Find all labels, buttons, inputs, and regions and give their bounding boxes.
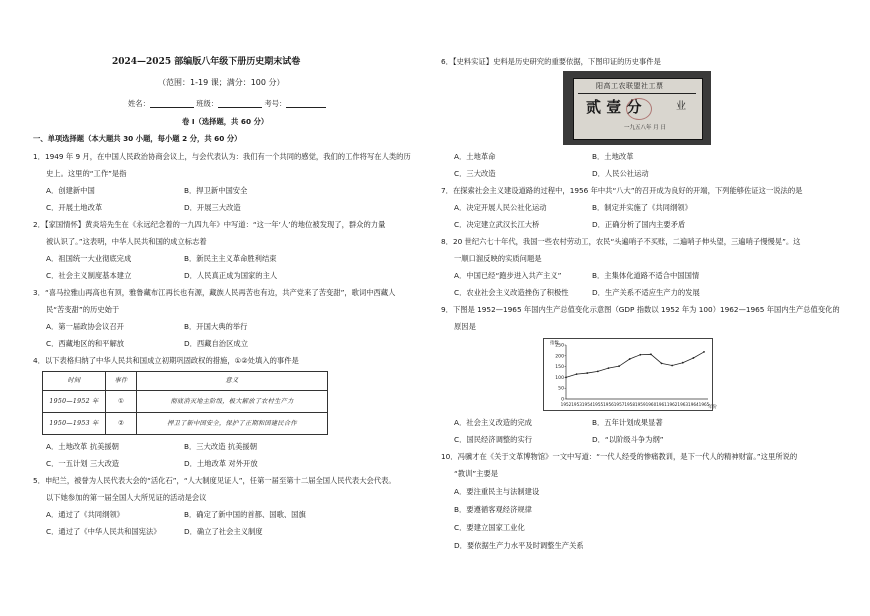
q2-option-c[interactable]: C．社会主义制度基本建立 bbox=[46, 271, 132, 280]
q4-table-cell: ① bbox=[106, 391, 137, 413]
name-label: 姓名： bbox=[128, 99, 150, 108]
exam-no-field[interactable] bbox=[286, 99, 326, 108]
q9-stem-line1: 9．下图是 1952—1965 年国内生产总值变化示意图（GDP 指数以 1952 年为 100）1962—1965 年国内生产总值变化的 bbox=[441, 305, 840, 314]
x-tick-label: 1963 bbox=[677, 402, 689, 407]
x-tick-label: 1953 bbox=[571, 402, 582, 407]
volume-label: 卷 I（选择题，共 60 分） bbox=[182, 117, 269, 126]
q1-option-d[interactable]: D．开展三大改造 bbox=[184, 203, 241, 212]
class-label: 班级： bbox=[196, 99, 219, 108]
section-heading: 一、单项选择题（本大题共 30 小题，每小题 2 分，共 60 分） bbox=[33, 134, 242, 143]
x-axis-label: 年份 bbox=[708, 405, 717, 410]
q2-option-b[interactable]: B．新民主主义革命胜利结束 bbox=[184, 254, 277, 263]
q6-stem: 6．【史料实证】史料是历史研究的重要依据，下图印证的历史事件是 bbox=[441, 57, 661, 66]
q10-option-b[interactable]: B．要遵循客观经济规律 bbox=[454, 505, 532, 514]
gdp-data-point bbox=[576, 373, 578, 375]
name-field[interactable] bbox=[150, 99, 194, 108]
x-tick-label: 1956 bbox=[603, 402, 614, 407]
y-tick-label: 200 bbox=[555, 354, 564, 360]
q3-option-a[interactable]: A．第一届政协会议召开 bbox=[46, 322, 124, 331]
q5-option-a[interactable]: A．通过了《共同纲领》 bbox=[46, 510, 124, 519]
q1-option-b[interactable]: B．捍卫新中国安全 bbox=[184, 186, 248, 195]
gdp-data-point bbox=[650, 353, 652, 355]
q5-stem-line2: 以下她参加的第一届全国人大所见证的活动是会议 bbox=[46, 493, 207, 502]
q3-option-c[interactable]: C．西藏地区的和平解放 bbox=[46, 339, 125, 348]
q7-option-c[interactable]: C．决定建立武汉长江大桥 bbox=[454, 220, 540, 229]
x-tick-label: 1960 bbox=[645, 402, 657, 407]
gdp-data-point bbox=[661, 362, 663, 364]
gdp-data-point bbox=[629, 358, 631, 360]
q5-stem-line1: 5．申纪兰，被誉为人民代表大会的“活化石”，“人大制度见证人”，任第一届至第十二届全国人民代表大会代表。 bbox=[33, 476, 396, 485]
q5-option-c[interactable]: C．通过了《中华人民共和国宪法》 bbox=[46, 527, 161, 536]
q9-stem-line2: 原因是 bbox=[454, 322, 476, 331]
q10-option-a[interactable]: A．要注重民主与法制建设 bbox=[454, 487, 540, 496]
q4-table-cell: 彻底消灭地主阶级，极大解放了农村生产力 bbox=[137, 391, 328, 413]
ticket-title: 阳高工农联盟社工票 bbox=[596, 82, 664, 90]
exam-title: 2024—2025 部编版八年级下册历史期末试卷 bbox=[112, 57, 301, 67]
q1-option-c[interactable]: C．开展土地改革 bbox=[46, 203, 103, 212]
gdp-data-point bbox=[703, 351, 705, 353]
q2-option-d[interactable]: D．人民真正成为国家的主人 bbox=[184, 271, 278, 280]
q2-stem-line1: 2．【家国情怀】黄炎培先生在《永远纪念着的一九四九年》中写道：“这一年‘人’的地位被发现了，群众的力量 bbox=[33, 220, 386, 229]
q8-option-c[interactable]: C．农业社会主义改造挫伤了积极性 bbox=[454, 288, 569, 297]
q4-option-d[interactable]: D．土地改革 对外开放 bbox=[184, 459, 258, 468]
q8-stem-line1: 8．20 世纪六七十年代，我国一些农村劳动工，农民“头遍哨子不买账，二遍哨子伸头望，三遍哨子慢慢晃”。这 bbox=[441, 237, 801, 246]
q7-option-d[interactable]: D．正确分析了国内主要矛盾 bbox=[592, 220, 686, 229]
q3-option-b[interactable]: B．开国大典的举行 bbox=[184, 322, 248, 331]
q10-stem-line1: 10．冯骥才在《关于文革博物馆》一文中写道：“一代人经受的惨痛教训，是下一代人的精神财富。”这里所说的 bbox=[441, 452, 798, 461]
q10-stem-line2: “教训”主要是 bbox=[454, 469, 499, 478]
q3-option-d[interactable]: D．西藏自治区成立 bbox=[184, 339, 248, 348]
q8-stem-line2: 一顺口溜反映的实质问题是 bbox=[454, 254, 542, 263]
x-tick-label: 1952 bbox=[560, 402, 572, 407]
q6-option-c[interactable]: C．三大改造 bbox=[454, 169, 496, 178]
q5-option-b[interactable]: B．确定了新中国的首都、国歌、国旗 bbox=[184, 510, 306, 519]
gdp-data-point bbox=[692, 357, 694, 359]
q8-option-d[interactable]: D．生产关系不适应生产力的发展 bbox=[592, 288, 700, 297]
q1-stem-line2: 史上。这里的“工作”是指 bbox=[46, 169, 127, 178]
q9-option-b[interactable]: B．五年计划成果显著 bbox=[592, 418, 663, 427]
q4-stem: 4．以下表格归纳了中华人民共和国成立初期巩固政权的措施，①②处填入的事件是 bbox=[33, 356, 299, 365]
q4-table-cell: 1950—1952 年 bbox=[43, 391, 106, 413]
ticket-side-char: 业 bbox=[676, 101, 686, 112]
gdp-data-point bbox=[597, 370, 599, 372]
y-tick-label: 50 bbox=[558, 386, 564, 392]
q4-option-b[interactable]: B．三大改造 抗美援朝 bbox=[184, 442, 257, 451]
y-axis-label: 指数 bbox=[550, 341, 559, 346]
q7-option-a[interactable]: A．决定开展人民公社化运动 bbox=[454, 203, 547, 212]
x-tick-label: 1965 bbox=[698, 402, 710, 407]
y-tick-label: 250 bbox=[555, 343, 564, 349]
q1-option-a[interactable]: A．创建新中国 bbox=[46, 186, 95, 195]
q10-option-c[interactable]: C．要建立国家工业化 bbox=[454, 523, 525, 532]
class-field[interactable] bbox=[218, 99, 262, 108]
q2-option-a[interactable]: A．祖国统一大业彻底完成 bbox=[46, 254, 132, 263]
x-tick-label: 1961 bbox=[656, 402, 667, 407]
y-tick-label: 100 bbox=[555, 375, 564, 381]
x-tick-label: 1958 bbox=[624, 402, 636, 407]
ticket-seal-mark bbox=[626, 98, 652, 120]
exam-scope: （范围：1-19 课；满分：100 分） bbox=[158, 78, 285, 87]
gdp-chart-svg bbox=[544, 339, 717, 410]
q4-table-header-event: 事件 bbox=[106, 372, 137, 391]
q4-table-cell: 捍卫了新中国安全，保护了正期和国建民合作 bbox=[137, 413, 328, 435]
q4-option-a[interactable]: A．土地改革 抗美援朝 bbox=[46, 442, 119, 451]
q1-stem-line1: 1．1949 年 9 月，在中国人民政治协商会议上，与会代表认为：我们有一个共同的感觉，我们的工作将写在人类的历 bbox=[33, 152, 411, 161]
q3-stem-line2: 民“苦变甜”的历史始于 bbox=[46, 305, 120, 314]
x-tick-label: 1957 bbox=[613, 402, 625, 407]
gdp-data-point bbox=[586, 372, 588, 374]
gdp-data-point bbox=[565, 377, 567, 379]
x-tick-label: 1962 bbox=[666, 402, 678, 407]
q10-option-d[interactable]: D．要依据生产力水平及时调整生产关系 bbox=[454, 541, 584, 550]
q3-stem-line1: 3．“喜马拉雅山再高也有顶，雅鲁藏布江再长也有源，藏族人民再苦也有边，共产党来了苦变甜”，歌词中西藏人 bbox=[33, 288, 396, 297]
q7-option-b[interactable]: B．制定并实施了《共同纲领》 bbox=[592, 203, 692, 212]
q4-table-cell: 1950—1953 年 bbox=[43, 413, 106, 435]
q6-option-d[interactable]: D．人民公社运动 bbox=[592, 169, 649, 178]
q4-option-c[interactable]: C．一五计划 三大改造 bbox=[46, 459, 120, 468]
gdp-data-point bbox=[671, 365, 673, 367]
q9-gdp-chart bbox=[543, 338, 717, 411]
q4-table bbox=[42, 371, 328, 435]
q9-option-a[interactable]: A．社会主义改造的完成 bbox=[454, 418, 532, 427]
x-tick-label: 1955 bbox=[592, 402, 604, 407]
q6-option-b[interactable]: B．土地改革 bbox=[592, 152, 634, 161]
x-tick-label: 1964 bbox=[688, 402, 699, 407]
gdp-data-point bbox=[618, 365, 620, 367]
student-info bbox=[128, 99, 326, 108]
ticket-date: 一九五八年 月 日 bbox=[624, 125, 666, 131]
q4-table-header-meaning: 意义 bbox=[137, 372, 328, 391]
ticket-divider bbox=[578, 93, 696, 94]
q8-option-b[interactable]: B．主集体化道路不适合中国国情 bbox=[592, 271, 700, 280]
exam-no-label: 考号： bbox=[264, 99, 287, 108]
q6-option-a[interactable]: A．土地革命 bbox=[454, 152, 496, 161]
x-tick-label: 1959 bbox=[634, 402, 646, 407]
q4-table-header-time: 时间 bbox=[43, 372, 106, 391]
q2-stem-line2: 被认识了。”这表明，中华人民共和国的成立标志着 bbox=[46, 237, 207, 246]
q6-ticket-image bbox=[563, 71, 711, 145]
x-tick-label: 1954 bbox=[581, 402, 593, 407]
q4-table-cell: ② bbox=[106, 413, 137, 435]
gdp-data-point bbox=[608, 367, 610, 369]
q9-option-c[interactable]: C．国民经济调整的实行 bbox=[454, 435, 533, 444]
q5-option-d[interactable]: D．确立了社会主义制度 bbox=[184, 527, 263, 536]
gdp-data-point bbox=[639, 354, 641, 356]
q8-option-a[interactable]: A．中国已经“跑步进入共产主义” bbox=[454, 271, 562, 280]
q7-stem: 7．在探索社会主义建设道路的过程中，1956 年中共“八大”的召开成为良好的开端，下列能够佐证这一说法的是 bbox=[441, 186, 803, 195]
y-tick-label: 0 bbox=[561, 397, 564, 403]
q9-option-d[interactable]: D．“以阶级斗争为纲” bbox=[592, 435, 664, 444]
ticket-value: 贰 壹 分 bbox=[586, 98, 642, 116]
y-tick-label: 150 bbox=[555, 365, 564, 371]
ticket-paper bbox=[573, 78, 703, 140]
gdp-data-point bbox=[682, 362, 684, 364]
